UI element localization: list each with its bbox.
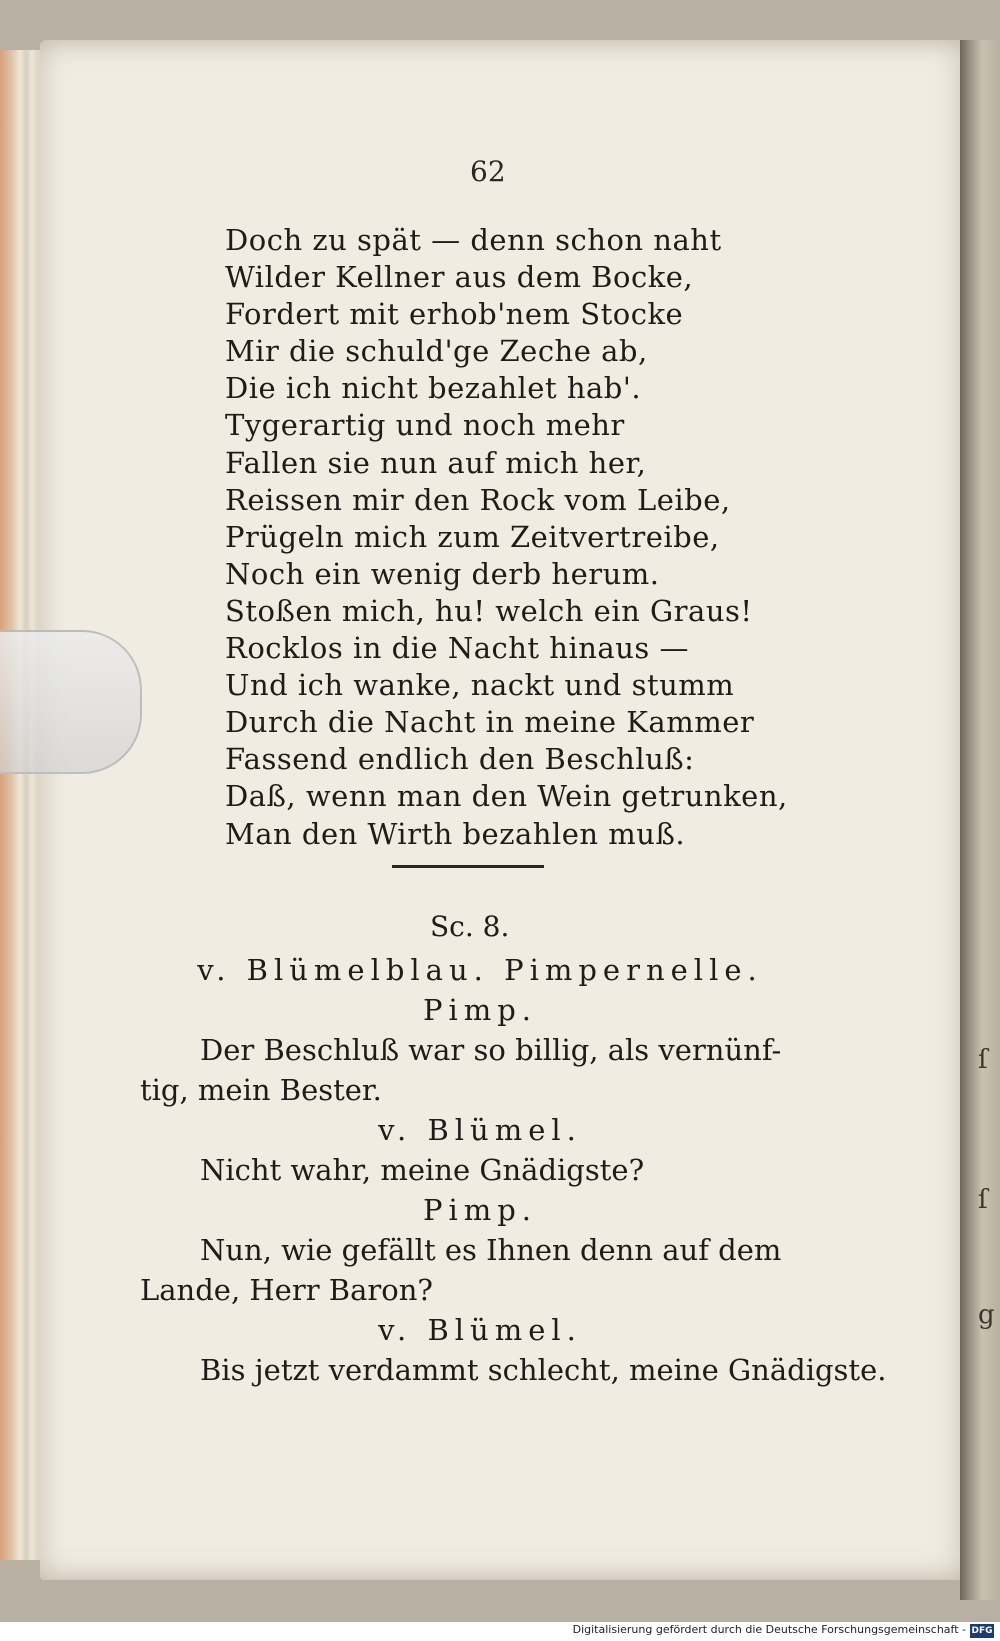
verse-line: Die ich nicht bezahlet hab'.	[225, 371, 642, 406]
speaker-name: v. Blümel.	[378, 1113, 582, 1147]
speaker-name: v. Blümel.	[378, 1313, 582, 1347]
speaker-name: Pimp.	[422, 993, 538, 1027]
verse-line: Wilder Kellner aus dem Bocke,	[225, 260, 694, 295]
verse-line: Noch ein wenig derb herum.	[225, 556, 660, 591]
dfg-logo: DFG	[971, 1626, 993, 1636]
verse-line: Fallen sie nun auf mich her,	[225, 445, 647, 480]
speech-line: Nun, wie gefällt es Ihnen denn auf dem	[200, 1233, 782, 1267]
verse-line: Daß, wenn man den Wein getrunken,	[225, 779, 788, 814]
speaker-name: Pimp.	[422, 1193, 538, 1227]
plastic-page-clip	[0, 630, 142, 774]
verse-line: Und ich wanke, nackt und stumm	[225, 668, 735, 703]
speech-continuation: Lande, Herr Baron?	[140, 1273, 433, 1307]
next-page-glyph: g	[978, 1300, 995, 1330]
verse-block	[225, 222, 788, 853]
verse-line: Tygerartig und noch mehr	[225, 408, 625, 443]
dialogue-block	[140, 950, 887, 1390]
scene-cast: v. Blümelblau. Pimpernelle.	[197, 953, 763, 987]
page-number: 62	[470, 155, 506, 188]
verse-line: Fassend endlich den Beschluß:	[225, 742, 695, 777]
verse-line: Man den Wirth bezahlen muß.	[225, 816, 686, 851]
speech-line: Bis jetzt verdammt schlecht, meine Gnädigste.	[200, 1353, 887, 1387]
footer-credit: Digitalisierung gefördert durch die Deutsche Forschungsgemeinschaft -	[572, 1623, 966, 1636]
speech-line: Der Beschluß war so billig, als vernünf-	[200, 1033, 782, 1067]
section-divider	[392, 865, 544, 868]
next-page-glyph: ſ	[978, 1185, 988, 1215]
verse-line: Mir die schuld'ge Zeche ab,	[225, 334, 648, 369]
scene-heading: Sc. 8.	[430, 910, 510, 943]
next-page-glyph: ſ	[978, 1045, 988, 1075]
verse-line: Prügeln mich zum Zeitvertreibe,	[225, 519, 720, 554]
verse-line: Fordert mit erhob'nem Stocke	[225, 297, 684, 332]
speech-line: Nicht wahr, meine Gnädigste?	[200, 1153, 645, 1187]
speech-continuation: tig, mein Bester.	[140, 1073, 382, 1107]
verse-line: Stoßen mich, hu! welch ein Graus!	[225, 593, 753, 628]
verse-line: Rocklos in die Nacht hinaus —	[225, 631, 689, 666]
verse-line: Durch die Nacht in meine Kammer	[225, 705, 755, 740]
verse-line: Doch zu spät — denn schon naht	[225, 223, 722, 257]
verse-line: Reissen mir den Rock vom Leibe,	[225, 482, 731, 517]
next-page-edge	[960, 40, 1000, 1600]
